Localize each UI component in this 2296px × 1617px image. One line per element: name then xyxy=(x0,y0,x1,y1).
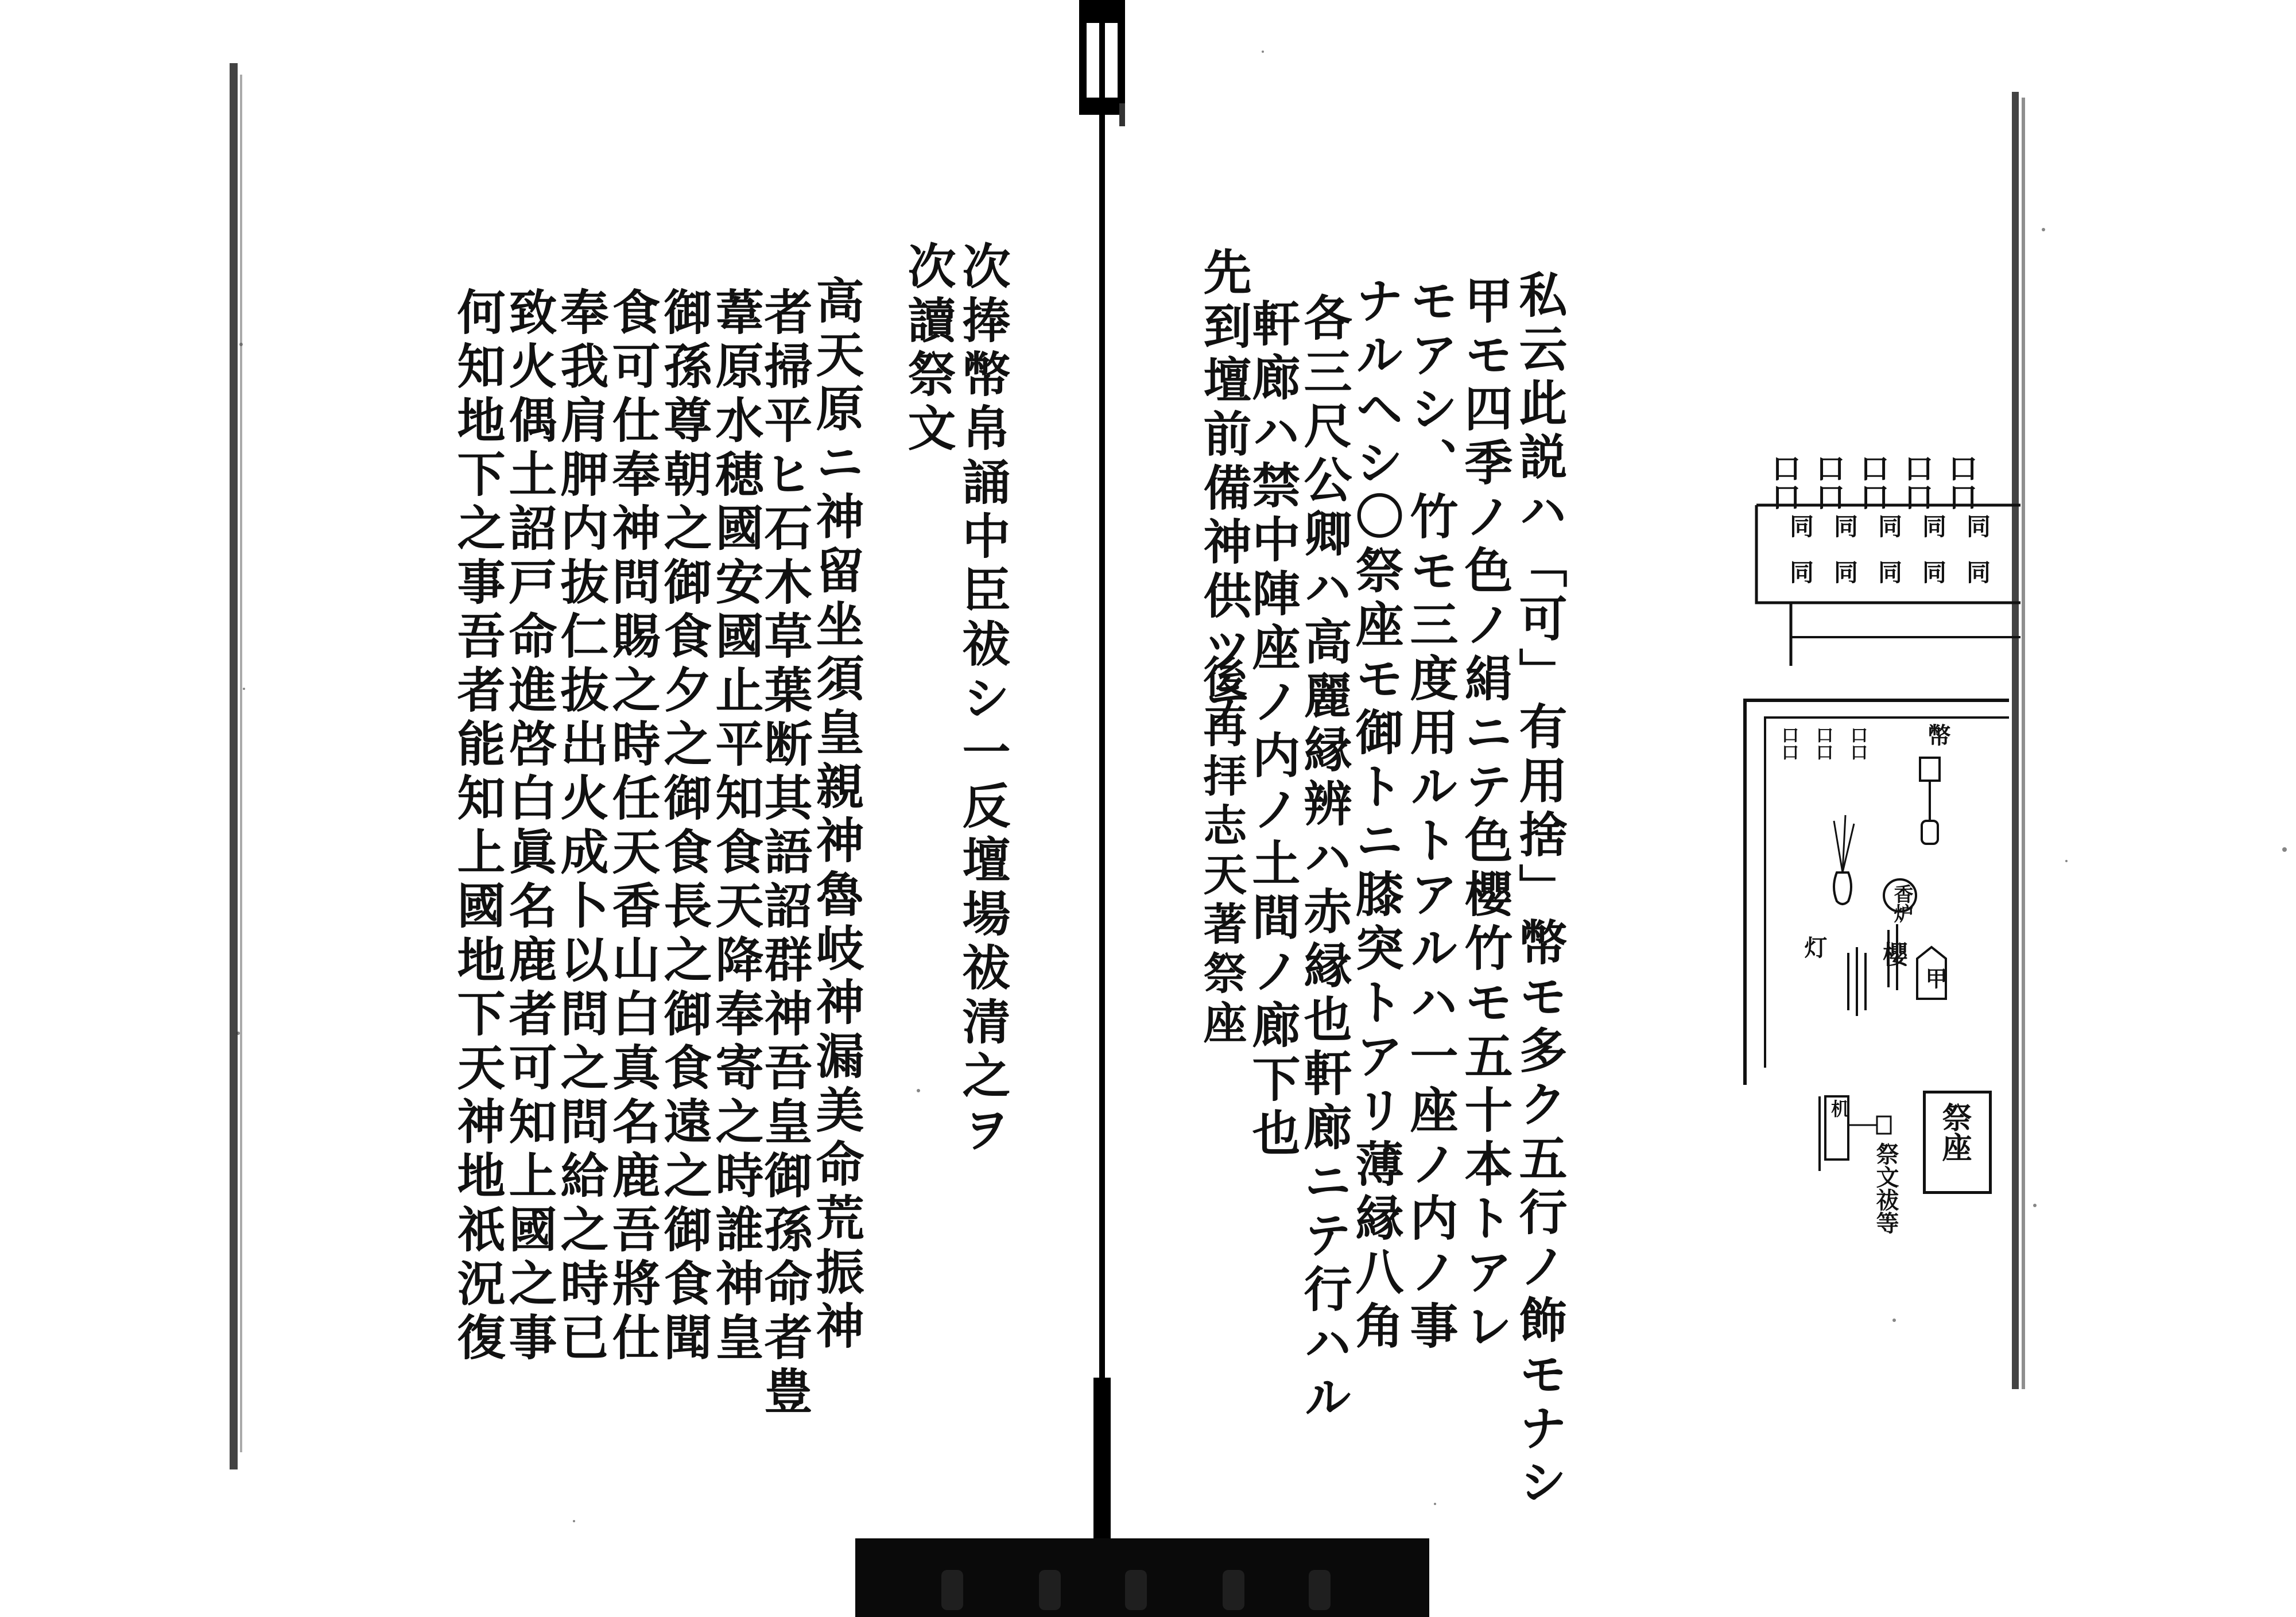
desk-label: 机 xyxy=(1828,1099,1850,1118)
text-column: 軒廊ハ禁中陣座ノ内ノ土間ノ廊下也 xyxy=(1244,298,1301,1162)
offering-label: 口口 xyxy=(1778,726,1798,761)
left-page-edge-shadow xyxy=(240,75,242,1452)
text-column: 致火偶土詔戸命進啓白眞名鹿者可知上國之事 xyxy=(501,287,558,1366)
scanner-base xyxy=(855,1538,1429,1617)
right-page-edge-shadow xyxy=(2022,98,2025,1389)
row-label: 同 xyxy=(1963,514,1991,538)
text-column: 御孫尊朝之御食夕之御食長之御食遠之御食聞 xyxy=(656,287,713,1366)
text-column: モアシ、竹モ三度用ルトアルハ一座ノ内ノ事 xyxy=(1402,276,1459,1355)
row-label: 同 xyxy=(1830,514,1859,538)
row-label: 同 xyxy=(1830,560,1859,584)
offering-label: 口口 xyxy=(1812,453,1845,511)
row-label: 同 xyxy=(1919,514,1947,538)
text-column: 各三尺公卿ハ高麗縁辨ハ赤縁也軒廊ニテ行ハル xyxy=(1296,293,1353,1426)
offering-label: 口口 xyxy=(1767,453,1801,511)
left-page-edge xyxy=(230,63,238,1469)
text-column: 次捧幣帛誦中臣祓シ一反壇場祓清之ヲ xyxy=(955,241,1011,1158)
text-column: 甲モ四季ノ色ノ絹ニテ色櫻竹モ五十本トアレ xyxy=(1457,276,1514,1355)
text-column: ナルヘシ〇祭座モ御トニ膝突トアリ薄縁八角 xyxy=(1348,276,1405,1355)
row-label: 同 xyxy=(1919,560,1947,584)
text-column: 何知地下之事吾者能知上國地下天神地祇況復 xyxy=(449,287,506,1366)
offering-label: 口口 xyxy=(1856,453,1890,511)
row-label: 同 xyxy=(1875,560,1903,584)
text-column: 食可仕奉神問賜之時任天香山白真名鹿吾將仕 xyxy=(604,287,661,1366)
text-column: 奉我肩胛内抜仁抜出火成卜以問之問給之時已 xyxy=(553,287,610,1366)
text-column: 私云此説ハ「可」有用捨」幣モ多ク五行ノ飾モナシ xyxy=(1511,270,1568,1511)
incense-burner-label: 香炉 xyxy=(1890,884,1913,923)
text-column: 次讀祭文 xyxy=(900,241,957,457)
sakaki-label: 櫻 xyxy=(1878,941,1907,967)
text-column: 後再拝志天著祭座 xyxy=(1196,654,1247,1049)
binding-mark xyxy=(1119,103,1125,126)
altar-enclosure xyxy=(1733,689,2020,1091)
text-column: 葦原水穂國安國止平知食天降奉寄之時誰神皇 xyxy=(708,287,765,1366)
saimon-label: 祭文祓等 xyxy=(1872,1142,1899,1234)
row-label: 同 xyxy=(1875,514,1903,538)
offering-label: 口口 xyxy=(1900,453,1934,511)
heihaku-label: 幣 xyxy=(1924,723,1951,746)
row-label: 同 xyxy=(1963,560,1991,584)
saiza-label: 祭座 xyxy=(1937,1102,1972,1162)
kabuto-label: 甲 xyxy=(1922,967,1948,989)
offering-label: 口口 xyxy=(1847,726,1867,761)
binding-clip-bottom xyxy=(1093,1378,1111,1550)
text-column: 先到壇前備神供ツテ xyxy=(1196,247,1252,732)
text-column: 高天原ニ神留坐須皇親神魯岐神漏美命荒振神 xyxy=(808,276,865,1355)
row-label: 同 xyxy=(1786,560,1814,584)
lamp-label: 灯 xyxy=(1801,936,1828,959)
row-label: 同 xyxy=(1786,514,1814,538)
offering-label: 口口 xyxy=(1944,453,1978,511)
text-column: 者掃平ヒ石木草葉断其語詔群神吾皇御孫命者豊 xyxy=(757,287,813,1420)
offering-label: 口口 xyxy=(1813,726,1833,761)
book-spine xyxy=(1099,0,1105,1550)
